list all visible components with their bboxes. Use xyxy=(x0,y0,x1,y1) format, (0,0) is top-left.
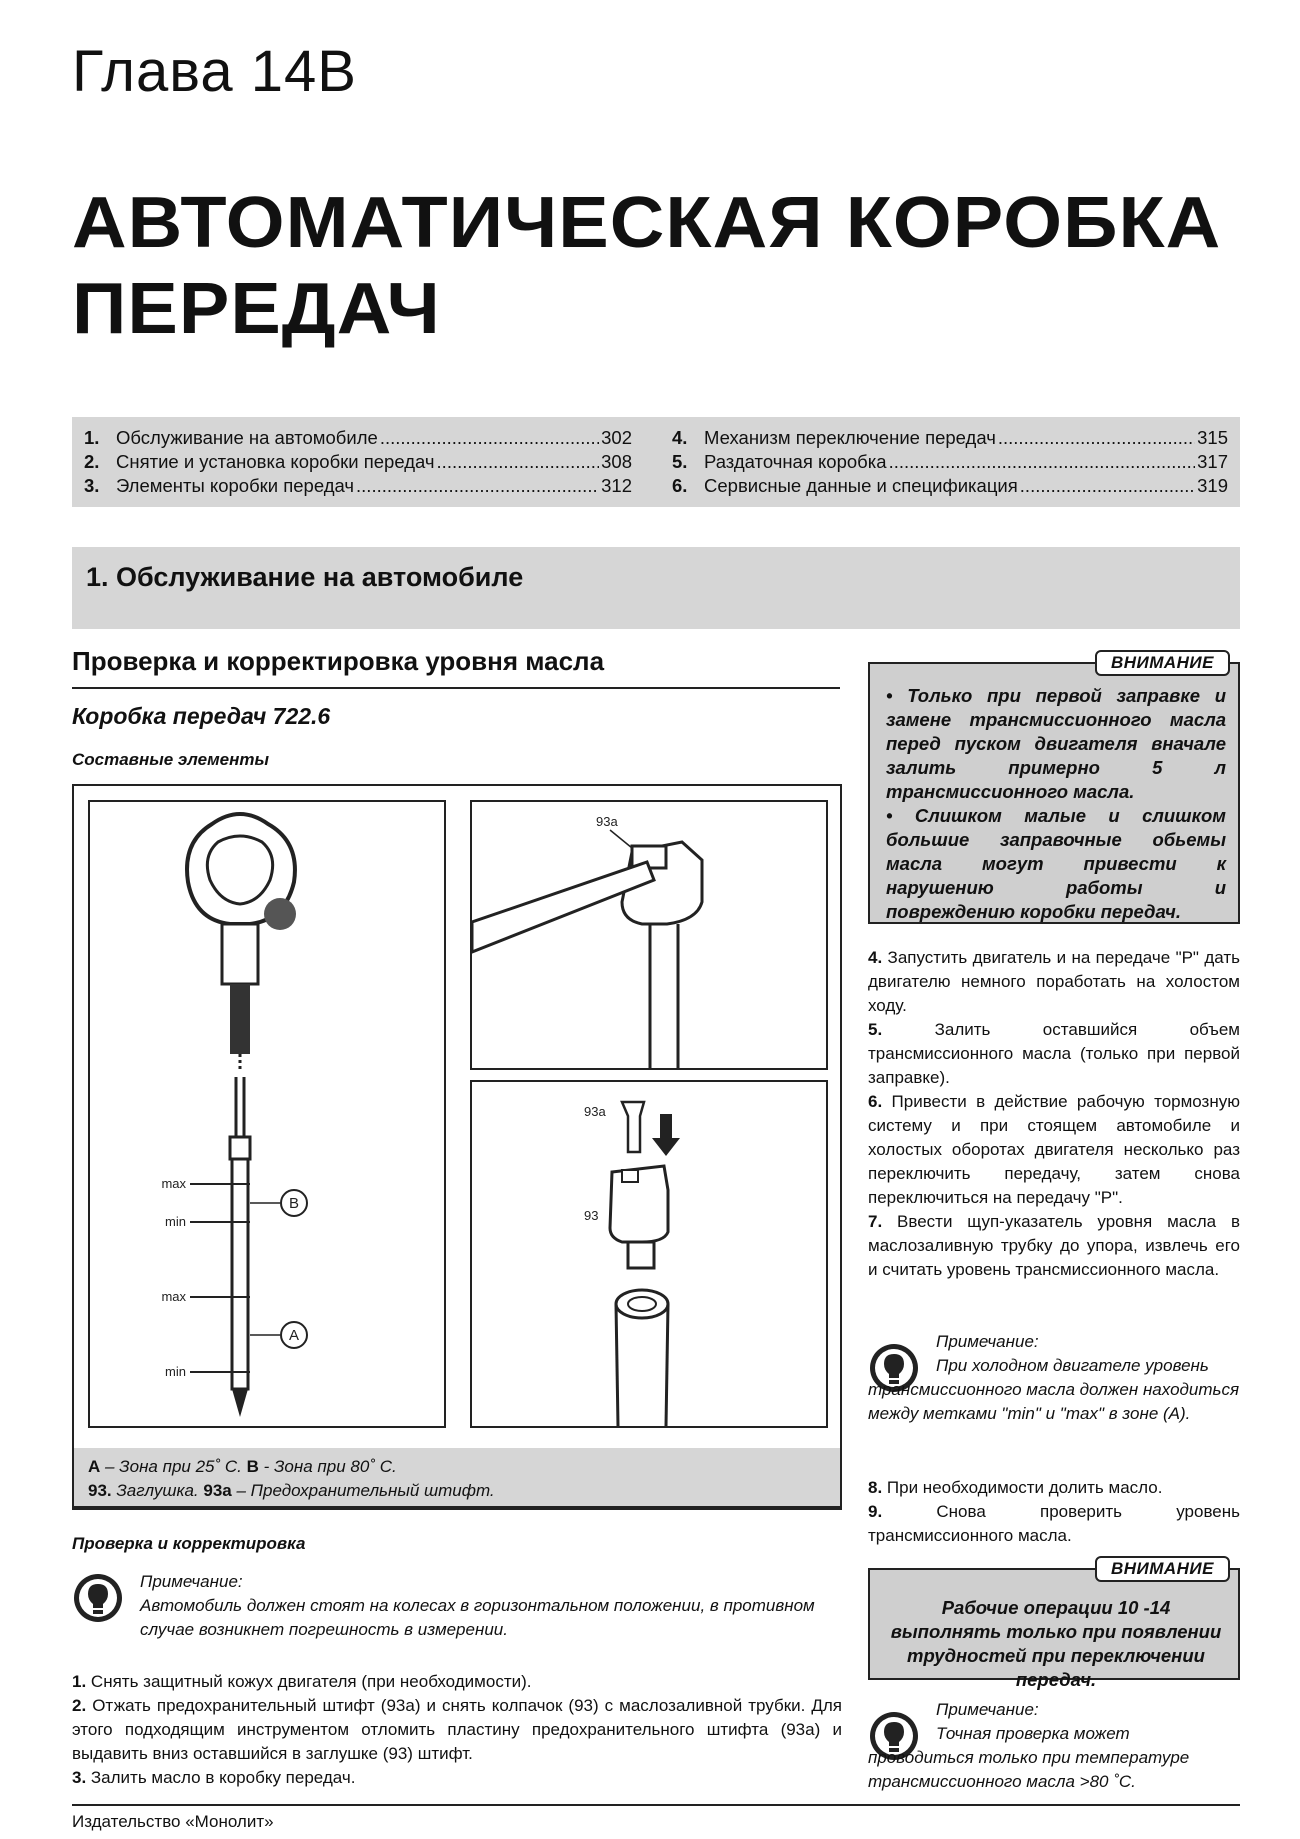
warning-badge: ВНИМАНИЕ xyxy=(1095,650,1230,676)
step-number: 1. xyxy=(72,1672,87,1691)
toc-item[interactable] xyxy=(84,426,632,450)
step-number: 5. xyxy=(868,1020,883,1039)
step-text: Ввести щуп-указатель уровня масла в маслозаливную трубку до упора, извлечь его и считать уровень трансмиссионного масла. xyxy=(868,1212,1240,1279)
caption-93a: 93а xyxy=(203,1481,232,1500)
step-text: Снять защитный кожух двигателя (при необходимости). xyxy=(86,1672,532,1691)
warning-badge: ВНИМАНИЕ xyxy=(1095,1556,1230,1582)
warning-text: Рабочие операции 10 -14 выполнять только при появлении трудностей при переключении передач. xyxy=(890,1597,1222,1690)
dipstick-illustration xyxy=(90,802,444,1426)
list-item xyxy=(72,1694,842,1766)
list-item xyxy=(72,1670,842,1694)
min-label-upper: min xyxy=(165,1214,186,1229)
toc-leader xyxy=(380,426,599,450)
toc-column-right xyxy=(672,426,1228,498)
caption-b: B xyxy=(246,1457,259,1476)
step-text: Отжать предохранительный штифт (93а) и снять колпачок (93) с маслозаливной трубки. Для этого подходящим инструментом отломить пластину предохранительного штифта (93а) и выдавить вниз оставшийся в заглушке (93) штифт. xyxy=(72,1696,842,1763)
steps-list-right-a xyxy=(868,946,1240,1282)
list-item xyxy=(868,1500,1240,1548)
chapter-label: Глава 14В xyxy=(72,39,357,104)
max-label-upper: max xyxy=(161,1176,186,1191)
toc-item-number: 6. xyxy=(672,475,688,496)
warning-box xyxy=(868,1559,1240,1690)
step-number: 3. xyxy=(72,1768,87,1787)
warning-box xyxy=(868,653,1240,924)
caption-b-text: - Зона при 80˚ С. xyxy=(258,1457,397,1476)
list-item xyxy=(72,1766,842,1790)
figure-frame xyxy=(72,784,842,1510)
subsection-title: Проверка и корректировка уровня масла xyxy=(72,646,840,689)
plug-label: 93 xyxy=(584,1208,599,1223)
caption-a: A xyxy=(88,1457,101,1476)
toc-item-page: 308 xyxy=(601,451,632,472)
toc-item-title: Обслуживание на автомобиле xyxy=(116,427,378,448)
toc-item-page: 315 xyxy=(1197,427,1228,448)
caption-a-text: – Зона при 25˚ С. xyxy=(100,1457,247,1476)
figure-caption xyxy=(72,1448,842,1508)
tool-panel xyxy=(470,800,828,1070)
toc-item-number: 4. xyxy=(672,427,688,448)
toc-leader xyxy=(356,474,599,498)
toc-item-page: 317 xyxy=(1197,451,1228,472)
step-text: При необходимости долить масло. xyxy=(882,1478,1163,1497)
note-text: Точная проверка может проводиться только при температуре трансмиссионного масла >80 ˚С. xyxy=(868,1724,1190,1791)
caption-93: 93. xyxy=(88,1481,112,1500)
toc-item-page: 319 xyxy=(1197,475,1228,496)
steps-list-left xyxy=(72,1670,842,1790)
toc-leader xyxy=(437,450,600,474)
toc-item-number: 3. xyxy=(84,475,100,496)
components-heading: Составные элементы xyxy=(72,750,270,769)
toc-item-title: Сервисные данные и спецификация xyxy=(704,475,1018,496)
step-number: 2. xyxy=(72,1696,87,1715)
list-item xyxy=(868,1018,1240,1090)
warning-text xyxy=(886,684,1226,924)
gearbox-heading: Коробка передач 722.6 xyxy=(72,703,331,729)
toc-item[interactable] xyxy=(672,450,1228,474)
caption-93a-text: – Предохранительный штифт. xyxy=(231,1481,495,1500)
plug-panel xyxy=(470,1080,828,1428)
caption-93-text: Заглушка. xyxy=(111,1481,204,1500)
zone-b-marker: B xyxy=(288,1195,300,1212)
warning-paragraph: • Только при первой заправке и замене трансмиссионного масла перед пуском двигателя вначале залить примерно 5 л трансмиссионного масла. xyxy=(886,685,1226,802)
note-label: Примечание: xyxy=(936,1332,1039,1351)
lightbulb-icon xyxy=(72,1572,124,1624)
note-label: Примечание: xyxy=(140,1572,243,1591)
step-text: Залить масло в коробку передач. xyxy=(86,1768,356,1787)
toc-item-number: 5. xyxy=(672,451,688,472)
toc-item-page: 312 xyxy=(601,475,632,496)
step-number: 9. xyxy=(868,1502,883,1521)
list-item xyxy=(868,1090,1240,1210)
page-title: АВТОМАТИЧЕСКАЯ КОРОБКА ПЕРЕДАЧ xyxy=(72,183,1222,349)
note-text: При холодном двигателе уровень трансмиссионного масла должен находиться между метками "min" и "max" в зоне (А). xyxy=(868,1356,1240,1423)
toc-item-title: Элементы коробки передач xyxy=(116,475,355,496)
check-heading: Проверка и корректировка xyxy=(72,1534,306,1553)
step-number: 6. xyxy=(868,1092,883,1111)
toc-item-number: 2. xyxy=(84,451,100,472)
step-number: 7. xyxy=(868,1212,883,1231)
zone-a-marker: A xyxy=(288,1327,300,1344)
section-header-bar xyxy=(72,547,1240,629)
step-text: Снова проверить уровень трансмиссионного масла. xyxy=(868,1502,1240,1545)
plug-illustration xyxy=(472,1082,826,1426)
min-label-lower: min xyxy=(165,1364,186,1379)
footer-divider xyxy=(72,1804,1240,1806)
table-of-contents xyxy=(72,417,1240,507)
step-number: 4. xyxy=(868,948,883,967)
pin-label-top: 93a xyxy=(596,814,618,829)
note-text: Автомобиль должен стоят на колесах в горизонтальном положении, в противном случае возникнет погрешность в измерении. xyxy=(140,1596,815,1639)
toc-item[interactable] xyxy=(672,426,1228,450)
toc-item[interactable] xyxy=(672,474,1228,498)
toc-item-title: Раздаточная коробка xyxy=(704,451,887,472)
step-text: Привести в действие рабочую тормозную систему и при стоящем автомобиле и холостых оборотах двигателя несколько раз переключить передачу, затем снова переключиться на передачу "Р". xyxy=(868,1092,1240,1207)
toc-item-title: Механизм переключение передач xyxy=(704,427,996,448)
toc-item-page: 302 xyxy=(601,427,632,448)
toc-leader xyxy=(889,450,1196,474)
tool-illustration xyxy=(472,802,826,1068)
toc-leader xyxy=(1020,474,1195,498)
warning-paragraph: • Слишком малые и слишком большие заправочные обьемы масла могут привести к нарушению работы и повреждению коробки передач. xyxy=(886,805,1226,922)
section-title: 1. Обслуживание на автомобиле xyxy=(86,562,524,592)
step-text: Залить оставшийся объем трансмиссионного масла (только при первой заправке). xyxy=(868,1020,1240,1087)
pin-label: 93a xyxy=(584,1104,606,1119)
publisher-label: Издательство «Монолит» xyxy=(72,1812,274,1831)
step-number: 8. xyxy=(868,1478,883,1497)
note-label: Примечание: xyxy=(936,1700,1039,1719)
max-label-lower: max xyxy=(161,1289,186,1304)
list-item xyxy=(868,1210,1240,1282)
toc-item-title: Снятие и установка коробки передач xyxy=(116,451,435,472)
toc-column-left xyxy=(84,426,632,498)
steps-list-right-b xyxy=(868,1476,1240,1548)
toc-item[interactable] xyxy=(84,450,632,474)
list-item xyxy=(868,1476,1240,1500)
toc-item-number: 1. xyxy=(84,427,100,448)
dipstick-panel xyxy=(88,800,446,1428)
toc-leader xyxy=(998,426,1195,450)
list-item xyxy=(868,946,1240,1018)
toc-item[interactable] xyxy=(84,474,632,498)
step-text: Запустить двигатель и на передаче "Р" дать двигателю немного поработать на холостом ходу. xyxy=(868,948,1240,1015)
